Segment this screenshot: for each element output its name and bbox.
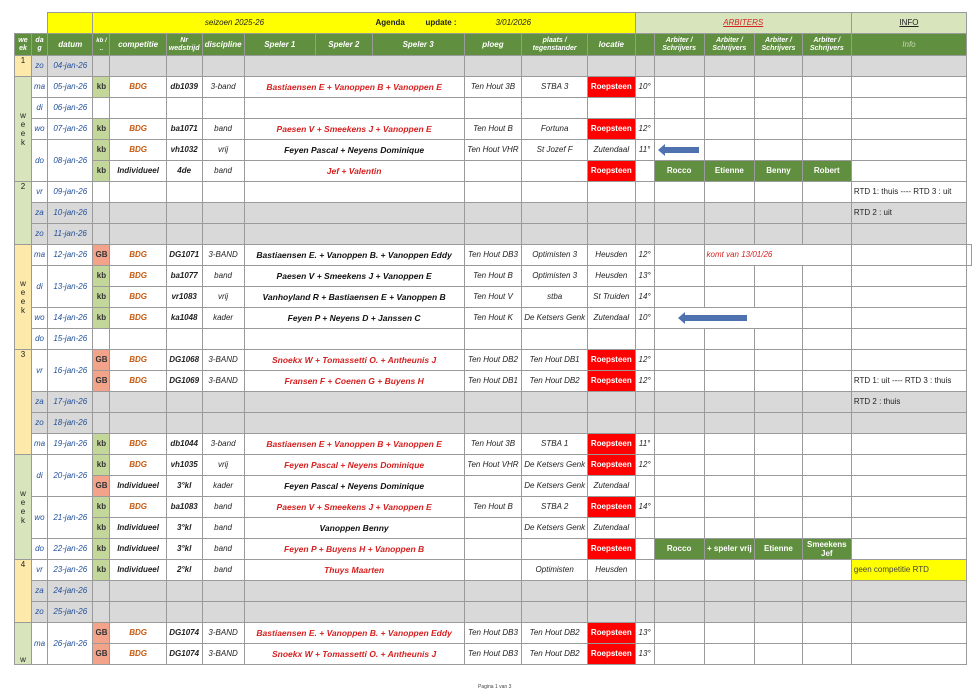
- table-row: w e e k ma 05-jan-26 kb BDG db1039 3-band Bastiaensen E + Vanoppen B + Vanoppen E Ten Hout 3B STBA 3 Roepsteen 10°: [15, 77, 972, 98]
- referee: Etienne: [755, 539, 803, 560]
- table-row: kb Individueel 4de band Jef + Valentin Roepsteen Rocco Etienne Benny Robert: [15, 161, 972, 182]
- table-row: w ma 26-jan-26 GB BDG DG1074 3-BAND Bastiaensen E. + Vanoppen B. + Vanoppen Eddy Ten Hout DB3 Ten Hout DB2 Roepsteen 13°: [15, 623, 972, 644]
- table-row: za 10-jan-26 RTD 2 : uit: [15, 203, 972, 224]
- arrow-left-icon: [685, 315, 747, 321]
- table-row: 4 vr 23-jan-26 kb Individueel 2°kl band Thuys Maarten Optimisten Heusden geen competitie RTD: [15, 560, 972, 581]
- players: Bastiaensen E + Vanoppen B + Vanoppen E: [244, 77, 464, 98]
- col-nr: Nr wedstrijd: [166, 34, 202, 56]
- table-row: zo 11-jan-26: [15, 224, 972, 245]
- col-speler3: Speler 3: [372, 34, 464, 56]
- table-row: do 15-jan-26: [15, 329, 972, 350]
- col-plaats: plaats / tegenstander: [522, 34, 588, 56]
- table-row: ma 19-jan-26 kb BDG db1044 3-band Bastiaensen E + Vanoppen B + Vanoppen E Ten Hout 3B STBA 1 Roepsteen 11°: [15, 434, 972, 455]
- table-row: 3 vr 16-jan-26 GB BDG DG1068 3-BAND Snoekx W + Tomassetti O. + Antheunis J Ten Hout DB2 Ten Hout DB1 Roepsteen 12°: [15, 350, 972, 371]
- agenda-label: Agenda: [375, 18, 405, 27]
- week-number: 1: [15, 56, 32, 77]
- col-datum: datum: [48, 34, 93, 56]
- season-label: seizoen 2025-26: [204, 18, 265, 27]
- table-row: kb BDG vr1083 vrij Vanhoyland R + Bastiaensen E + Vanoppen B Ten Hout V stba St Truiden 14°: [15, 287, 972, 308]
- table-row: wo 21-jan-26 kb BDG ba1083 band Paesen V + Smeekens J + Vanoppen E Ten Hout B STBA 2 Roepsteen 14°: [15, 497, 972, 518]
- col-competitie: competitie: [110, 34, 166, 56]
- table-row: GB BDG DG1074 3-BAND Snoekx W + Tomassetti O. + Antheunis J Ten Hout DB3 Ten Hout DB2 Roepsteen 13°: [15, 644, 972, 665]
- table-row: do 22-jan-26 kb Individueel 3°kl band Feyen P + Buyens H + Vanoppen B Roepsteen Rocco + speler vrij Etienne Smeekens Jef: [15, 539, 972, 560]
- table-row: wo 07-jan-26 kb BDG ba1071 band Paesen V + Smeekens J + Vanoppen E Ten Hout B Fortuna Roepsteen 12°: [15, 119, 972, 140]
- col-week: we ek: [15, 34, 32, 56]
- col-locatie: locatie: [588, 34, 635, 56]
- referee: Benny: [755, 161, 803, 182]
- col-speler2: Speler 2: [316, 34, 373, 56]
- table-row: za 24-jan-26: [15, 581, 972, 602]
- table-row: kb Individueel 3°kl band Vanoppen Benny De Ketsers Genk Zutendaal: [15, 518, 972, 539]
- referee: Etienne: [704, 161, 755, 182]
- referee: Rocco: [654, 161, 704, 182]
- table-row: w e e k di 20-jan-26 kb BDG vh1035 vrij Feyen Pascal + Neyens Dominique Ten Hout VHR De Ketsers Genk Roepsteen 12°: [15, 455, 972, 476]
- page-footer: Pagina 1 van 3: [478, 684, 512, 690]
- table-row: di 06-jan-26: [15, 98, 972, 119]
- col-arbiter-1: Arbiter / Schrijvers: [654, 34, 704, 56]
- arrow-left-icon: [665, 147, 699, 153]
- col-dag: da g: [31, 34, 47, 56]
- week-label: w e e k: [15, 245, 32, 350]
- schedule-table: [14, 12, 972, 665]
- update-date: 3/01/2026: [495, 18, 532, 27]
- update-label: update :: [425, 18, 457, 27]
- col-discipline: discipline: [202, 34, 244, 56]
- header-blank-yellow: [48, 13, 93, 34]
- col-arbiter-4: Arbiter / Schrijvers: [802, 34, 851, 56]
- col-speler1: Speler 1: [244, 34, 316, 56]
- table-row: w e e k ma 12-jan-26 GB BDG DG1071 3-BAND Bastiaensen E. + Vanoppen B. + Vanoppen Eddy Ten Hout DB3 Optimisten 3 Heusden 12° komt van 13/01/26: [15, 245, 972, 266]
- info-title: INFO: [851, 13, 966, 34]
- referee: Smeekens Jef: [802, 539, 851, 560]
- week-number: 3: [15, 350, 32, 455]
- location-badge: Roepsteen: [588, 77, 635, 98]
- col-arbiter-2: Arbiter / Schrijvers: [704, 34, 755, 56]
- week-label: w e e k: [15, 77, 32, 182]
- table-row: GB BDG DG1069 3-BAND Fransen F + Coenen G + Buyens H Ten Hout DB1 Ten Hout DB2 Roepsteen 12° RTD 1: uit ---- RTD 3 : thuis: [15, 371, 972, 392]
- referee: + speler vrij: [704, 539, 755, 560]
- table-row: za 17-jan-26 RTD 2 : thuis: [15, 392, 972, 413]
- col-info: Info: [851, 34, 966, 56]
- table-row: zo 25-jan-26: [15, 602, 972, 623]
- week-label: w: [15, 623, 32, 665]
- table-row: 1 zo 04-jan-26: [15, 56, 972, 77]
- table-row: GB Individueel 3°kl kader Feyen Pascal + Neyens Dominique De Ketsers Genk Zutendaal: [15, 476, 972, 497]
- table-row: 2 vr 09-jan-26 RTD 1: thuis ---- RTD 3 : uit: [15, 182, 972, 203]
- arbiters-title: ARBITERS: [635, 13, 851, 34]
- col-ploeg: ploeg: [464, 34, 522, 56]
- week-number: 4: [15, 560, 32, 623]
- col-arbiter-3: Arbiter / Schrijvers: [755, 34, 803, 56]
- col-kb: kb / ..: [93, 34, 110, 56]
- table-row: di 13-jan-26 kb BDG ba1077 band Paesen V + Smeekens J + Vanoppen E Ten Hout B Optimisten 3 Heusden 13°: [15, 266, 972, 287]
- table-row: do 08-jan-26 kb BDG vh1032 vrij Feyen Pascal + Neyens Dominique Ten Hout VHR St Jozef F Zutendaal 11°: [15, 140, 972, 161]
- week-label: w e e k: [15, 455, 32, 560]
- note: komt van 13/01/26: [704, 245, 851, 266]
- referee: Robert: [802, 161, 851, 182]
- referee: Rocco: [654, 539, 704, 560]
- table-row: wo 14-jan-26 kb BDG ka1048 kader Feyen P + Neyens D + Janssen C Ten Hout K De Ketsers Genk Zutendaal 10°: [15, 308, 972, 329]
- table-row: zo 18-jan-26: [15, 413, 972, 434]
- week-number: 2: [15, 182, 32, 245]
